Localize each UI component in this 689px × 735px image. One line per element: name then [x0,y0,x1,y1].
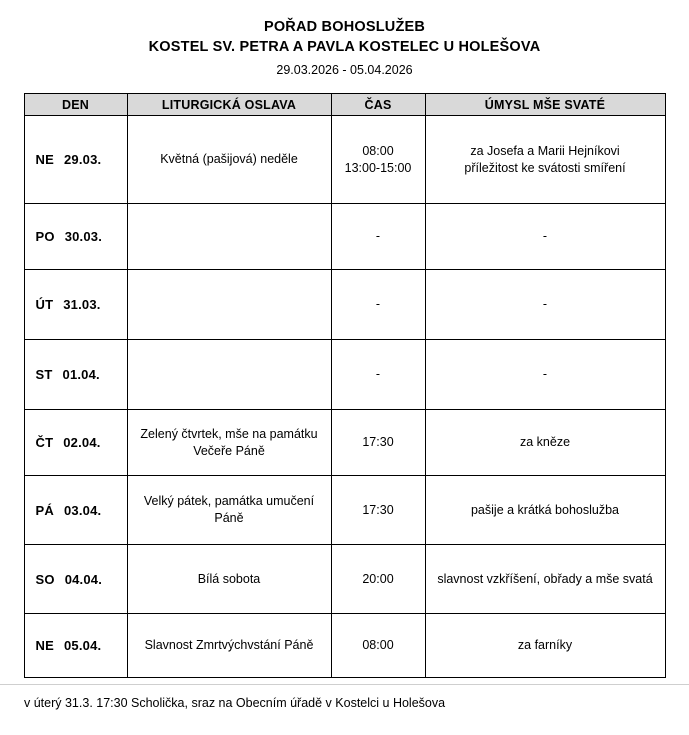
intent-primary: za Josefa a Marii Hejníkovi [470,143,620,158]
mass-schedule-table [24,93,666,678]
liturgy-cell: Velký pátek, památka umučení Páně [127,476,331,545]
liturgy-cell: Květná (pašijová) neděle [127,116,331,204]
intent-cell: - [425,270,665,340]
page-title-line-1: POŘAD BOHOSLUŽEB [263,19,426,35]
day-date: 05.04. [63,638,102,653]
day-abbr: ČT [35,435,54,450]
column-header-day: DEN [24,94,127,116]
intent-cell: za farníky [425,614,665,678]
day-abbr: NE [35,638,54,653]
liturgy-cell [127,204,331,270]
time-cell: 08:00 [331,614,425,678]
time-primary: 08:00 [362,143,394,158]
date-range: 29.03.2026 - 05.04.2026 [276,63,413,77]
day-cell [24,476,127,545]
time-cell: 20:00 [331,545,425,614]
day-cell [24,545,127,614]
table-row [24,614,665,678]
day-abbr: SO [35,571,55,587]
time-secondary: 13:00-15:00 [344,160,412,175]
footnote-text: v úterý 31.3. 17:30 Scholička, sraz na Obecním úřadě v Kostelci u Holešova [24,696,446,710]
day-date: 29.03. [63,152,102,167]
time-cell: - [331,270,425,340]
time-cell: 17:30 [331,476,425,545]
intent-cell: slavnost vzkříšení, obřady a mše svatá [425,545,665,614]
day-abbr: PO [35,229,55,244]
liturgy-cell: Bílá sobota [127,545,331,614]
table-row [24,116,665,204]
liturgy-cell: Slavnost Zmrtvýchvstání Páně [127,614,331,678]
day-date: 03.04. [63,502,102,518]
intent-cell: - [425,340,665,410]
day-date: 02.04. [63,435,101,450]
day-cell [24,614,127,678]
liturgy-cell [127,340,331,410]
table-row [24,204,665,270]
day-date: 30.03. [64,229,103,244]
table-row [24,270,665,340]
day-abbr: ÚT [35,297,54,312]
intent-cell: pašije a krátká bohoslužba [425,476,665,545]
page-title-line-2: KOSTEL SV. PETRA A PAVLA KOSTELEC U HOLEŠOVA [148,39,541,55]
intent-cell: za kněze [425,410,665,476]
time-cell: - [331,204,425,270]
day-cell [24,410,127,476]
table-row [24,340,665,410]
day-cell [24,340,127,410]
day-date: 01.04. [62,367,100,382]
table-header-row [24,94,665,116]
liturgy-cell: Zelený čtvrtek, mše na památku Večeře Páně [127,410,331,476]
day-date: 04.04. [64,571,103,587]
footer-divider [0,684,689,685]
day-abbr: ST [35,367,53,382]
table-row [24,410,665,476]
day-cell [24,116,127,204]
day-abbr: NE [35,152,54,167]
intent-cell [425,116,665,204]
day-abbr: PÁ [35,502,54,518]
day-cell [24,204,127,270]
table-row [24,545,665,614]
intent-secondary: příležitost ke svátosti smíření [464,160,626,175]
intent-cell: - [425,204,665,270]
column-header-liturgy: LITURGICKÁ OSLAVA [127,94,331,116]
table-row [24,476,665,545]
day-date: 31.03. [63,297,101,312]
column-header-intent: ÚMYSL MŠE SVATÉ [425,94,665,116]
column-header-time: ČAS [331,94,425,116]
day-cell [24,270,127,340]
liturgy-cell [127,270,331,340]
time-cell: 17:30 [331,410,425,476]
time-cell [331,116,425,204]
document-header [0,0,689,81]
time-cell: - [331,340,425,410]
